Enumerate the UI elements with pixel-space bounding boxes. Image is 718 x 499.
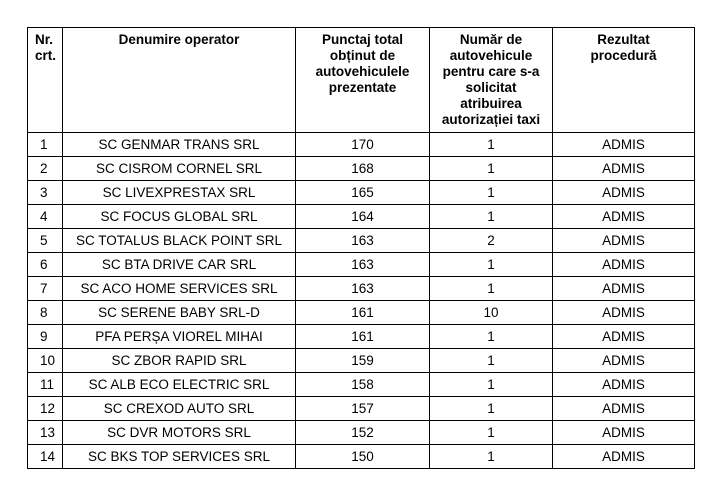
header-vehicles-line: Număr de <box>459 32 523 47</box>
cell-nr: 7 <box>28 277 63 301</box>
table-row <box>28 301 695 325</box>
cell-score: 168 <box>296 157 430 181</box>
cell-nr: 13 <box>28 421 63 445</box>
table-row <box>28 157 695 181</box>
cell-result: ADMIS <box>553 421 695 445</box>
cell-score: 163 <box>296 229 430 253</box>
cell-operator: SC CISROM CORNEL SRL <box>63 157 296 181</box>
cell-vehicles: 1 <box>430 205 553 229</box>
cell-result: ADMIS <box>553 277 695 301</box>
cell-score: 165 <box>296 181 430 205</box>
cell-operator: SC GENMAR TRANS SRL <box>63 133 296 157</box>
cell-result: ADMIS <box>553 445 695 469</box>
table-row <box>28 229 695 253</box>
header-nr <box>28 28 63 133</box>
table-row <box>28 349 695 373</box>
cell-nr: 9 <box>28 325 63 349</box>
cell-nr: 2 <box>28 157 63 181</box>
cell-operator: SC DVR MOTORS SRL <box>63 421 296 445</box>
header-score-line: Punctaj total <box>321 32 403 47</box>
cell-result: ADMIS <box>553 229 695 253</box>
cell-vehicles: 1 <box>430 421 553 445</box>
cell-score: 158 <box>296 373 430 397</box>
table-row <box>28 373 695 397</box>
header-nr-line: crt. <box>35 48 57 63</box>
cell-result: ADMIS <box>553 157 695 181</box>
cell-operator: SC SERENE BABY SRL-D <box>63 301 296 325</box>
cell-nr: 12 <box>28 397 63 421</box>
cell-nr: 5 <box>28 229 63 253</box>
header-vehicles-line: autovehicule <box>449 48 533 63</box>
cell-nr: 3 <box>28 181 63 205</box>
cell-operator: PFA PERȘA VIOREL MIHAI <box>63 325 296 349</box>
cell-vehicles: 1 <box>430 277 553 301</box>
cell-operator: SC ZBOR RAPID SRL <box>63 349 296 373</box>
cell-score: 159 <box>296 349 430 373</box>
cell-vehicles: 1 <box>430 397 553 421</box>
cell-score: 152 <box>296 421 430 445</box>
cell-score: 161 <box>296 301 430 325</box>
table-row <box>28 397 695 421</box>
cell-vehicles: 1 <box>430 445 553 469</box>
cell-operator: SC CREXOD AUTO SRL <box>63 397 296 421</box>
table-row <box>28 421 695 445</box>
cell-vehicles: 1 <box>430 373 553 397</box>
header-score-line: prezentate <box>328 80 397 95</box>
header-score-line: autovehiculele <box>315 64 410 79</box>
cell-operator: SC BKS TOP SERVICES SRL <box>63 445 296 469</box>
cell-operator: SC BTA DRIVE CAR SRL <box>63 253 296 277</box>
cell-vehicles: 1 <box>430 253 553 277</box>
header-score-line: obținut de <box>329 48 396 63</box>
cell-result: ADMIS <box>553 349 695 373</box>
cell-operator: SC ACO HOME SERVICES SRL <box>63 277 296 301</box>
cell-result: ADMIS <box>553 301 695 325</box>
header-score <box>296 28 430 133</box>
results-table <box>27 27 695 469</box>
table-row <box>28 325 695 349</box>
cell-vehicles: 2 <box>430 229 553 253</box>
cell-result: ADMIS <box>553 205 695 229</box>
cell-score: 150 <box>296 445 430 469</box>
header-vehicles-line: autorizației taxi <box>441 112 541 127</box>
cell-vehicles: 1 <box>430 181 553 205</box>
table-row <box>28 253 695 277</box>
header-operator <box>63 28 296 133</box>
table-row <box>28 277 695 301</box>
cell-result: ADMIS <box>553 325 695 349</box>
cell-nr: 11 <box>28 373 63 397</box>
cell-score: 157 <box>296 397 430 421</box>
cell-operator: SC TOTALUS BLACK POINT SRL <box>63 229 296 253</box>
cell-nr: 4 <box>28 205 63 229</box>
table-row <box>28 445 695 469</box>
cell-result: ADMIS <box>553 397 695 421</box>
cell-nr: 10 <box>28 349 63 373</box>
header-result <box>553 28 695 133</box>
cell-operator: SC FOCUS GLOBAL SRL <box>63 205 296 229</box>
cell-vehicles: 1 <box>430 325 553 349</box>
cell-vehicles: 1 <box>430 157 553 181</box>
table-row <box>28 205 695 229</box>
cell-result: ADMIS <box>553 181 695 205</box>
cell-score: 163 <box>296 277 430 301</box>
header-nr-line: Nr. <box>35 32 54 47</box>
header-vehicles-line: atribuirea <box>460 96 522 111</box>
header-vehicles-line: pentru care s-a <box>442 64 540 79</box>
header-vehicles-line: solicitat <box>465 80 517 95</box>
header-result-line: procedură <box>590 48 657 63</box>
cell-vehicles: 10 <box>430 301 553 325</box>
header-result-line: Rezultat <box>597 32 650 47</box>
cell-vehicles: 1 <box>430 133 553 157</box>
cell-score: 164 <box>296 205 430 229</box>
cell-result: ADMIS <box>553 253 695 277</box>
header-row <box>28 28 695 133</box>
cell-result: ADMIS <box>553 133 695 157</box>
header-vehicles <box>430 28 553 133</box>
cell-nr: 14 <box>28 445 63 469</box>
cell-nr: 8 <box>28 301 63 325</box>
table-row <box>28 133 695 157</box>
cell-nr: 6 <box>28 253 63 277</box>
cell-score: 163 <box>296 253 430 277</box>
table-row <box>28 181 695 205</box>
cell-operator: SC LIVEXPRESTAX SRL <box>63 181 296 205</box>
cell-score: 170 <box>296 133 430 157</box>
cell-vehicles: 1 <box>430 349 553 373</box>
cell-score: 161 <box>296 325 430 349</box>
cell-result: ADMIS <box>553 373 695 397</box>
cell-nr: 1 <box>28 133 63 157</box>
cell-operator: SC ALB ECO ELECTRIC SRL <box>63 373 296 397</box>
header-operator-line: Denumire operator <box>118 32 240 47</box>
